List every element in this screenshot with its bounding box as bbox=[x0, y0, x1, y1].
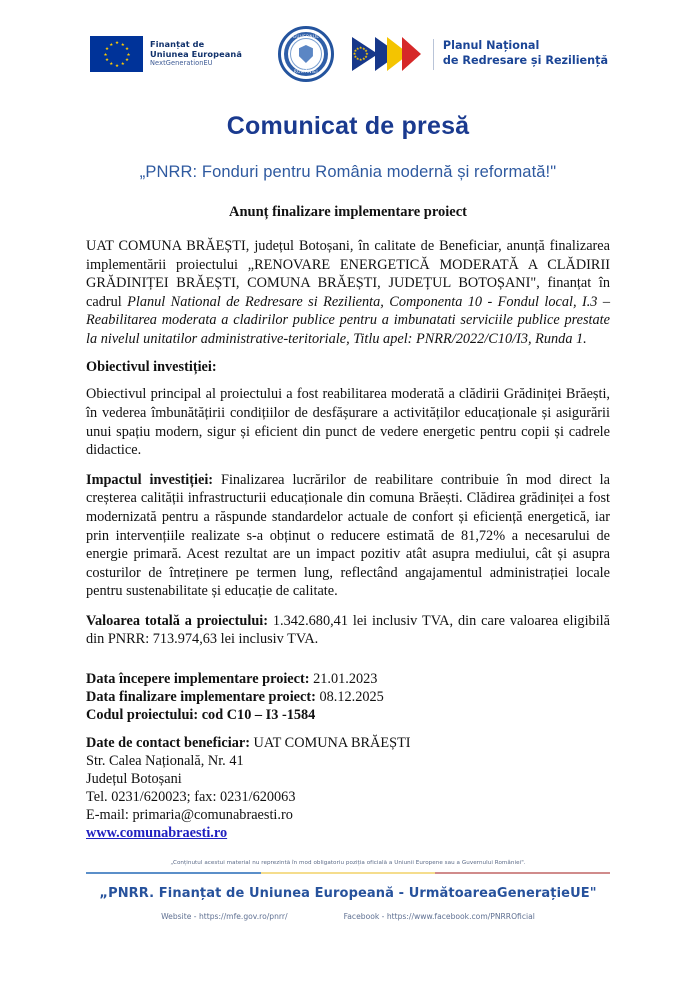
eu-star-icon: ★ bbox=[126, 51, 131, 57]
announcement-heading: Anunț finalizare implementare proiect bbox=[228, 204, 467, 220]
project-code-line: Codul proiectului: cod C10 – I3 -1584 bbox=[86, 706, 316, 723]
eu-star-icon: ★ bbox=[358, 57, 363, 63]
eu-funding-logo bbox=[90, 36, 242, 72]
eu-logo-line1: Finanțat de bbox=[150, 38, 205, 49]
eu-star-icon: ★ bbox=[353, 54, 358, 60]
tricolor-yellow bbox=[261, 872, 436, 875]
pnrr-logo bbox=[352, 37, 608, 71]
eu-star-icon: ★ bbox=[109, 61, 114, 67]
website-line bbox=[86, 824, 610, 842]
eu-star-icon: ★ bbox=[105, 57, 109, 63]
value-paragraph bbox=[86, 612, 610, 649]
objective-paragraph: Obiectivul principal al proiectului a fost reabilitarea moderată a clădirii Grădiniței Brăești, în vederea îmbunătățirii condițiilor de desfășurare a activităților educaționale și asigurării unui spațiu modern, sigur și eficient din punct de vedere energetic pentru copii și cadrele didactice. bbox=[86, 386, 610, 459]
start-date-line bbox=[86, 670, 610, 688]
pnrr-divider bbox=[433, 39, 434, 70]
page-title: Comunicat de presă bbox=[226, 112, 470, 140]
eu-star-icon: ★ bbox=[362, 56, 366, 62]
eu-star-icon: ★ bbox=[105, 45, 109, 51]
impact-label: Impactul investiției: bbox=[86, 471, 214, 488]
eu-star-icon: ★ bbox=[120, 61, 125, 67]
contact-value: UAT COMUNA BRĂEȘTI bbox=[249, 734, 411, 751]
government-of-romania-seal-icon bbox=[278, 26, 334, 82]
eu-star-icon: ★ bbox=[120, 41, 125, 47]
eu-star-icon: ★ bbox=[364, 47, 368, 53]
contact-line bbox=[86, 734, 610, 752]
phone-line: Tel. 0231/620023; fax: 0231/620063 bbox=[86, 788, 296, 805]
pnrr-arrows-icon bbox=[352, 37, 424, 71]
tricolor-red bbox=[435, 872, 610, 875]
eu-flag-icon bbox=[90, 36, 143, 72]
start-date-label: Data începere implementare proiect: bbox=[86, 670, 310, 687]
eu-star-icon: ★ bbox=[115, 63, 119, 68]
eu-star-icon: ★ bbox=[358, 44, 363, 50]
address-county: Județul Botoșani bbox=[86, 770, 182, 787]
tricolor-blue bbox=[86, 872, 261, 875]
end-date-value: 08.12.2025 bbox=[315, 688, 384, 705]
contact-label: Date de contact beneficiar: bbox=[86, 734, 250, 751]
seal-label bbox=[281, 29, 331, 79]
value-text: 1.342.680,41 lei inclusiv TVA, din care valoarea eligibilă din PNRR: 713.974,63 lei inclusiv TVA. bbox=[86, 612, 610, 648]
website-link[interactable]: www.comunabraesti.ro bbox=[86, 824, 228, 841]
eu-star-icon: ★ bbox=[353, 47, 358, 53]
eu-stars-icon bbox=[354, 44, 374, 64]
value-label: Valoarea totală a proiectului: bbox=[86, 612, 269, 629]
document-body bbox=[86, 237, 610, 842]
pnrr-logo-line2: de Redresare și Reziliență bbox=[442, 54, 608, 67]
objective-heading: Obiectivul investiției: bbox=[86, 359, 217, 376]
seal-bottom-text: ROMÂNIEI bbox=[293, 69, 318, 74]
eu-logo-line3: NextGenerationEU bbox=[150, 59, 213, 68]
spacer-2 bbox=[86, 724, 610, 734]
footer-links bbox=[86, 912, 610, 921]
eu-star-icon: ★ bbox=[365, 51, 369, 56]
tricolor-divider bbox=[86, 872, 610, 875]
eu-star-icon: ★ bbox=[109, 41, 114, 47]
pnrr-logo-line1: Planul Național bbox=[442, 39, 540, 53]
intro-text-regular: UAT COMUNA BRĂEȘTI, județul Botoșani, în calitate de Beneficiar, anunță finalizarea implementării proiectului „RENOVARE ENERGETICĂ MODERATĂ A CLĂDIRII GRĂDINIȚEI BRĂEȘTI, COMUNA BRĂEȘTI, JUDEȚUL BOTOȘANI", finanțat în cadrul bbox=[86, 238, 610, 310]
intro-text-italic: Planul National de Redresare si Rezilienta, Componenta 10 - Fondul local, I.3 – Reabilitarea moderata a cladirilor publice pentru a imbunatati serviciile publice prestate la nivelul unitatilor administrative-teritoriale, Titlu apel: PNRR/2022/C10/I3, Runda 1. bbox=[86, 293, 610, 347]
eu-star-icon: ★ bbox=[355, 45, 360, 51]
address-street: Str. Calea Națională, Nr. 41 bbox=[86, 752, 244, 769]
start-date-value: 21.01.2023 bbox=[309, 670, 378, 687]
email-line: E-mail: primaria@comunabraesti.ro bbox=[86, 806, 293, 823]
eu-star-icon: ★ bbox=[364, 54, 368, 60]
footer-website-link[interactable]: Website - https://mfe.gov.ro/pnrr/ bbox=[161, 912, 288, 921]
end-date-label: Data finalizare implementare proiect: bbox=[86, 688, 316, 705]
eu-star-icon: ★ bbox=[124, 45, 129, 51]
end-date-line bbox=[86, 688, 610, 706]
footer-facebook-link[interactable]: Facebook - https://www.facebook.com/PNRROficial bbox=[343, 912, 535, 921]
spacer bbox=[86, 660, 610, 670]
impact-paragraph bbox=[86, 471, 610, 601]
pnrr-logo-text bbox=[443, 39, 608, 68]
eu-star-icon: ★ bbox=[355, 56, 360, 62]
intro-paragraph bbox=[86, 237, 610, 348]
eu-star-icon: ★ bbox=[352, 51, 357, 56]
footer-disclaimer: „Conținutul acestui material nu reprezintă în mod obligatoriu poziția oficială a Uniunii Europene sau a Guvernului României". bbox=[170, 859, 526, 866]
footer-title: „PNRR. Finanțat de Uniunea Europeană - UrmătoareaGenerațieUE" bbox=[99, 886, 597, 901]
logo-strip bbox=[86, 0, 610, 84]
eu-star-icon: ★ bbox=[115, 40, 119, 45]
eu-logo-text bbox=[150, 40, 242, 68]
eu-star-icon: ★ bbox=[124, 57, 129, 63]
seal-top-text: GUVERNUL bbox=[292, 34, 320, 39]
page-subtitle: „PNRR: Fonduri pentru România modernă și reformată!" bbox=[139, 163, 557, 181]
eu-star-icon: ★ bbox=[362, 45, 366, 51]
document-footer bbox=[86, 860, 610, 922]
arrow-red bbox=[402, 37, 421, 71]
eu-star-icon: ★ bbox=[103, 51, 108, 57]
eu-logo-line2: Uniunea Europeană bbox=[150, 48, 242, 59]
impact-text: Finalizarea lucrărilor de reabilitare contribuie în mod direct la creșterea calității infrastructurii educaționale din comuna Brăești. Clădirea grădiniței a fost modernizată pentru a răspunde standardelor actuale de confort și eficiență energetică, iar prin intervențiile realizate s-a obținut o reducere estimată de 81,72% a necesarului de energie primară. Acest rezultat are un impact pozitiv atât asupra mediului, cât și asupra costurilor de întreținere pe termen lung, reflectând angajamentul administrației locale pentru sustenabilitate și educație de calitate. bbox=[86, 471, 610, 600]
